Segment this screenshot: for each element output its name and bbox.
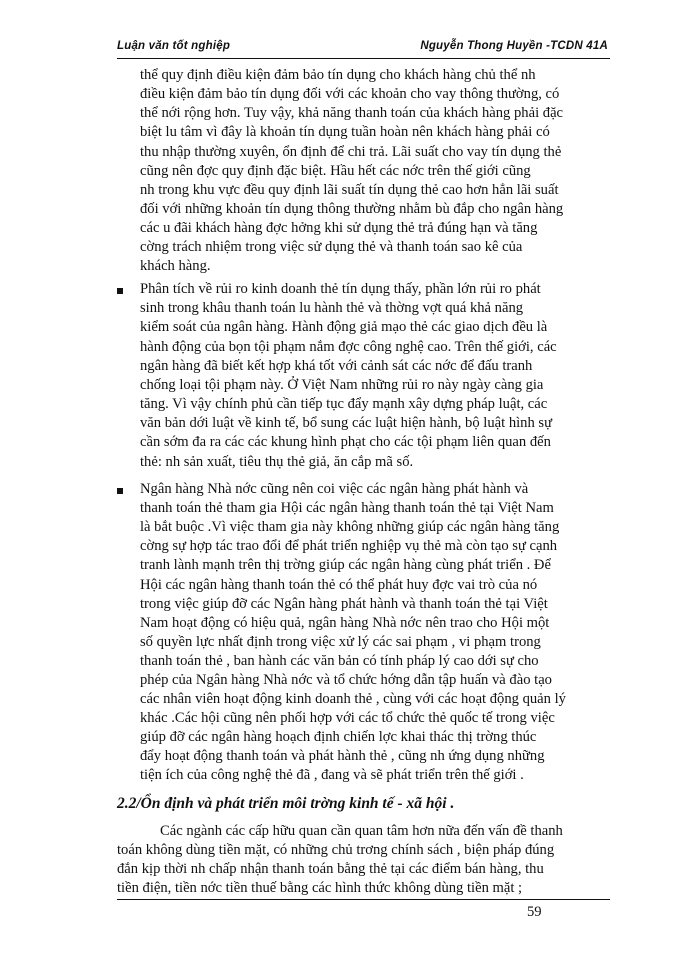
text-line: khách hàng. xyxy=(140,258,211,274)
text-line: nh trong khu vực đều quy định lãi suất tín dụng thẻ cao hơn hẳn lãi suất xyxy=(140,182,559,198)
text-line: thanh toán thẻ , ban hành các văn bản có tính pháp lý cao dới sự cho xyxy=(140,653,539,669)
header-author: Nguyễn Thong Huyền -TCDN 41A xyxy=(420,40,608,52)
text-line: Hội các ngân hàng thanh toán thẻ có thể phát huy đợc vai trò của nó xyxy=(140,577,538,593)
text-line: điều kiện đảm bảo tín dụng đối với các khoản cho vay thông thường, có xyxy=(140,86,560,102)
text-line: đắn kịp thời nh chấp nhận thanh toán bằng thẻ tại các điểm bán hàng, thu xyxy=(117,861,544,877)
text-line: cờng sự hợp tác trao đổi để phát triển nghiệp vụ thẻ mà còn tạo sự cạnh xyxy=(140,538,558,554)
text-line: thể quy định điều kiện đảm bảo tín dụng cho khách hàng chủ thể nh xyxy=(140,67,536,83)
text-line: cũng nên đợc quy định đặc biệt. Hầu hết các nớc trên thế giới cũng xyxy=(140,163,531,179)
text-line: là bắt buộc .Vì việc tham gia này không những giúp các ngân hàng tăng xyxy=(140,519,560,535)
text-line: phép của Ngân hàng Nhà nớc và tổ chức hớng dẫn tập huấn và đào tạo xyxy=(140,672,552,688)
text-line: tiện ích của công nghệ thẻ đã , đang và sẽ phát triển trên thế giới . xyxy=(140,767,524,783)
text-line: các nhân viên hoạt động kinh doanh thẻ , cùng với các hoạt động quản lý xyxy=(140,691,566,707)
header-thesis-label: Luận văn tốt nghiệp xyxy=(117,40,231,52)
text-line: tranh lành mạnh trên thị trờng giúp các ngân hàng cùng phát triển . Để xyxy=(140,557,551,573)
text-line: chống loại tội phạm này. Ở Việt Nam những rủi ro này ngày càng gia xyxy=(140,377,544,393)
footer-rule xyxy=(117,899,610,900)
text-line: biệt lu tâm vì đây là khoản tín dụng tuần hoàn nên khách hàng phải có xyxy=(140,124,550,140)
text-line: thu nhập thường xuyên, ổn định để chi trả. Lãi suất cho vay tín dụng thẻ xyxy=(140,144,562,160)
bullet-marker xyxy=(117,488,123,494)
bullet-marker xyxy=(117,288,123,294)
section-heading: 2.2/Ổn định và phát triển môi trờng kinh tế - xã hội . xyxy=(117,795,455,812)
text-line: khác .Các hội cũng nên phối hợp với các tổ chức thẻ quốc tế trong việc xyxy=(140,710,555,726)
text-line: sinh trong khâu thanh toán lu hành thẻ và thờng vợt quá khả năng xyxy=(140,300,524,316)
text-line: cờng trách nhiệm trong việc sử dụng thẻ và thanh toán sao kê của xyxy=(140,239,523,255)
text-line: Ngân hàng Nhà nớc cũng nên coi việc các ngân hàng phát hành và xyxy=(140,481,529,497)
text-line: kiểm soát của ngân hàng. Hành động giả mạo thẻ các giao dịch đều là xyxy=(140,319,548,335)
page-number: 59 xyxy=(527,904,542,920)
text-line: thể nới rộng hơn. Tuy vậy, khả năng thanh toán của khách hàng phải đặc xyxy=(140,105,564,121)
text-line: giúp đỡ các ngân hàng hoạch định chiến lợc khai thác thị trờng thúc xyxy=(140,729,537,745)
text-line: hành động của bọn tội phạm nắm đợc công nghệ cao. Trên thế giới, các xyxy=(140,339,557,355)
text-line: tiền điện, tiền nớc tiền thuế bằng các hình thức không dùng tiền mặt ; xyxy=(117,880,523,896)
text-line: cần sớm đa ra các các khung hình phạt cho các tội phạm liên quan đến xyxy=(140,434,551,450)
text-line: Nam hoạt động có hiệu quả, ngân hàng Nhà nớc nên trao cho Hội một xyxy=(140,615,550,631)
text-line: Các ngành các cấp hữu quan cần quan tâm hơn nữa đến vấn đề thanh xyxy=(160,823,563,839)
text-line: thẻ: nh sản xuất, tiêu thụ thẻ giả, ăn cắp mã số. xyxy=(140,454,414,470)
text-line: ngân hàng đã biết kết hợp khá tốt với cảnh sát các nớc để đấu tranh xyxy=(140,358,533,374)
text-line: thanh toán thẻ tham gia Hội các ngân hàng thanh toán thẻ tại Việt Nam xyxy=(140,500,554,516)
text-line: các u đãi khách hàng đợc hởng khi sử dụng thẻ trả đúng hạn và tăng xyxy=(140,220,538,236)
text-line: toán không dùng tiền mặt, có những chủ trơng chính sách , biện pháp đúng xyxy=(117,842,555,858)
text-line: Phân tích về rủi ro kinh doanh thẻ tín dụng thấy, phần lớn rủi ro phát xyxy=(140,281,541,297)
text-line: số quyền lực nhất định trong việc xử lý các sai phạm , vi phạm trong xyxy=(140,634,541,650)
running-header xyxy=(117,40,610,59)
text-line: trong việc giúp đỡ các Ngân hàng phát hành và thanh toán thẻ tại Việt xyxy=(140,596,548,612)
text-line: đẩy hoạt động thanh toán và phát hành thẻ , cũng nh ứng dụng những xyxy=(140,748,545,764)
text-line: văn bản dới luật về kinh tế, bổ sung các luật hiện hành, bộ luật hình sự xyxy=(140,415,553,431)
text-line: đối với những khoản tín dụng thông thường nhằm bù đắp cho ngân hàng xyxy=(140,201,564,217)
text-line: tăng. Vì vậy chính phủ cần tiếp tục đẩy mạnh xây dựng pháp luật, các xyxy=(140,396,548,412)
